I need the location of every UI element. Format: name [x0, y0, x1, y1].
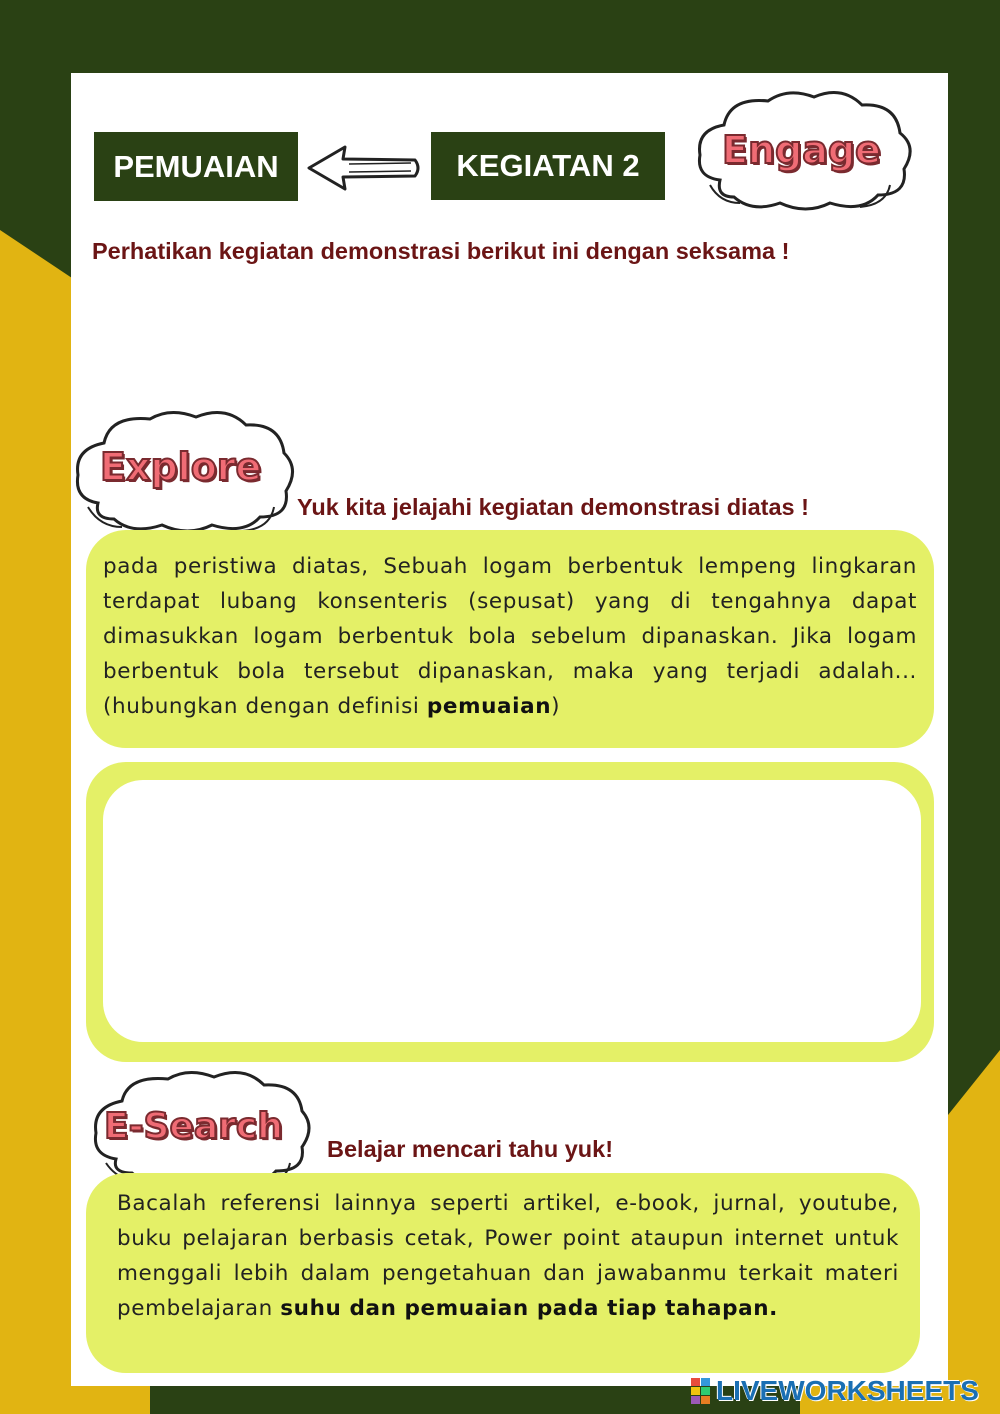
topic-label: PEMUAIAN [94, 132, 298, 201]
question-text [103, 549, 917, 724]
watermark-text: LIVEWORKSHEETS [716, 1375, 979, 1406]
answer-input-box[interactable] [103, 780, 921, 1042]
activity-label: KEGIATAN 2 [431, 132, 665, 200]
liveworksheets-logo-icon [690, 1377, 712, 1405]
arrow-left-icon [305, 143, 423, 193]
explore-badge: Explore [100, 445, 262, 489]
liveworksheets-watermark[interactable] [690, 1375, 979, 1407]
esearch-text-body: Bacalah referensi lainnya seperti artikel, e-book, jurnal, youtube, buku pelajaran berbasis cetak, Power point ataupun internet untuk menggali lebih dalam pengetahuan dan jawabanmu terkait materi pembelajaran [117, 1191, 899, 1321]
engage-badge: Engage [722, 128, 881, 172]
question-text-body: pada peristiwa diatas, Sebuah logam berbentuk lempeng lingkaran terdapat lubang konsenteris (sepusat) yang di tengahnya dapat dimasukkan logam berbentuk bola sebelum dipanaskan. Jika logam berbentuk bola tersebut dipanaskan, maka yang terjadi adalah... (hubungkan dengan definisi [103, 554, 917, 719]
question-text-end: ) [551, 694, 561, 719]
question-keyword: pemuaian [426, 694, 552, 719]
explore-heading: Yuk kita jelajahi kegiatan demonstrasi diatas ! [297, 494, 809, 520]
esearch-badge: E-Search [104, 1106, 283, 1147]
esearch-heading: Belajar mencari tahu yuk! [327, 1136, 614, 1162]
esearch-keyword: suhu dan pemuaian pada tiap tahapan. [280, 1296, 778, 1321]
esearch-text [117, 1186, 899, 1326]
engage-instruction: Perhatikan kegiatan demonstrasi berikut ini dengan seksama ! [92, 238, 790, 264]
